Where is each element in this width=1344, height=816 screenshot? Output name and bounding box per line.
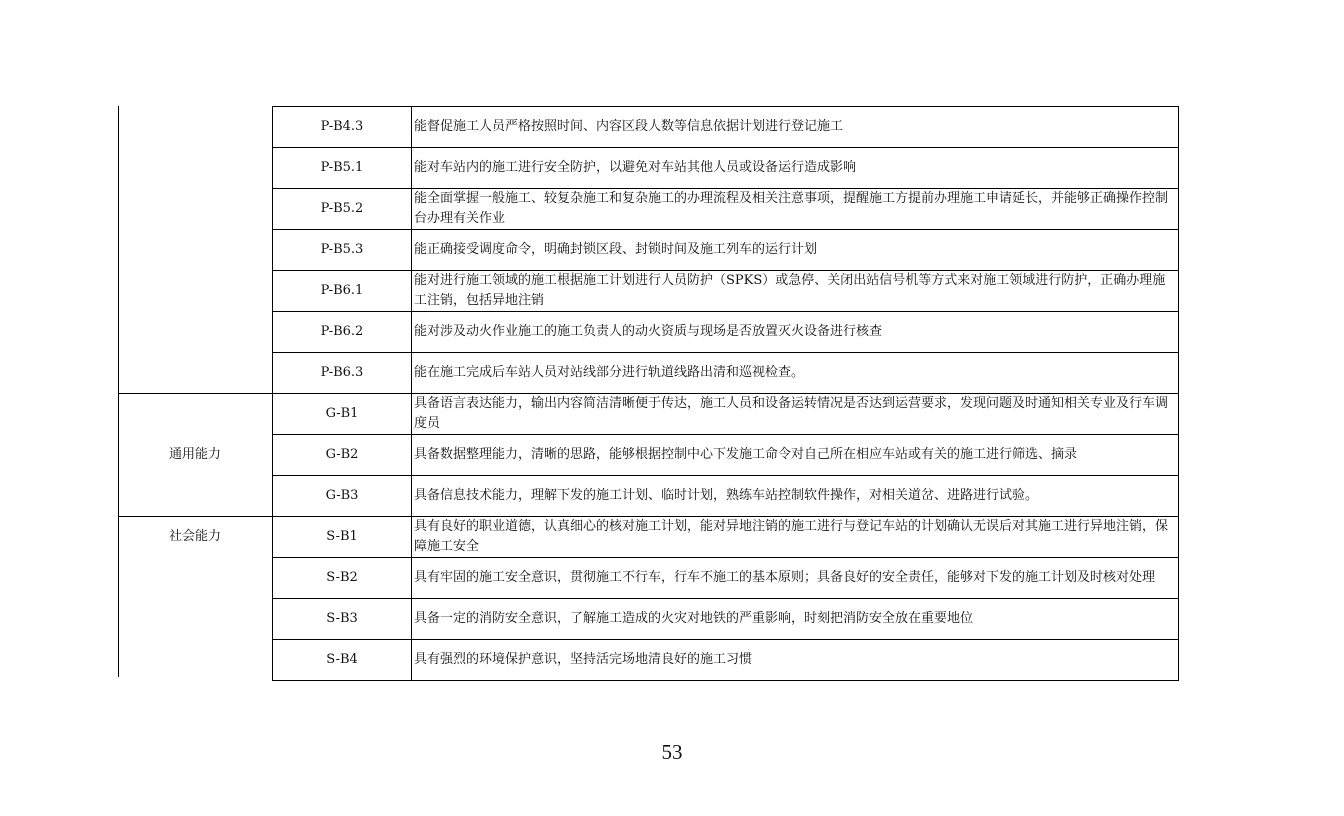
ability-table: [118, 106, 1179, 681]
code-cell: P-B5.1: [273, 148, 412, 189]
code-cell: S-B4: [273, 640, 412, 681]
table-row: [118, 394, 1179, 435]
description-cell: 能正确接受调度命令，明确封锁区段、封锁时间及施工列车的运行计划: [412, 230, 1179, 271]
description-cell: 能对进行施工领域的施工根据施工计划进行人员防护（SPKS）或急停、关闭出站信号机等方式来对施工领域进行防护，正确办理施工注销，包括异地注销: [412, 271, 1179, 312]
code-cell: P-B5.2: [273, 189, 412, 230]
description-cell: 具备一定的消防安全意识，了解施工造成的火灾对地铁的严重影响，时刻把消防安全放在重要地位: [412, 599, 1179, 640]
code-cell: P-B4.3: [273, 107, 412, 148]
page-number: 53: [661, 740, 683, 764]
description-cell: 能对涉及动火作业施工的施工负责人的动火资质与现场是否放置灭火设备进行核查: [412, 312, 1179, 353]
description-cell: 能督促施工人员严格按照时间、内容区段人数等信息依据计划进行登记施工: [412, 107, 1179, 148]
table-row: [118, 517, 1179, 558]
table-row: [118, 476, 1179, 517]
code-cell: S-B1: [273, 517, 412, 558]
description-cell: 能全面掌握一般施工、较复杂施工和复杂施工的办理流程及相关注意事项，提醒施工方提前办理施工申请延长，并能够正确操作控制台办理有关作业: [412, 189, 1179, 230]
table-row: [118, 271, 1179, 312]
description-cell: 具备信息技术能力，理解下发的施工计划、临时计划，熟练车站控制软件操作，对相关道岔、进路进行试验。: [412, 476, 1179, 517]
code-cell: P-B5.3: [273, 230, 412, 271]
table-row: [118, 230, 1179, 271]
table-row: [118, 353, 1179, 394]
description-cell: 具有牢固的施工安全意识，贯彻施工不行车，行车不施工的基本原则；具备良好的安全责任，能够对下发的施工计划及时核对处理: [412, 558, 1179, 599]
table-row: [118, 558, 1179, 599]
table-row: [118, 640, 1179, 681]
description-cell: 具有强烈的环境保护意识，坚持活完场地清良好的施工习惯: [412, 640, 1179, 681]
table-row: [118, 107, 1179, 148]
code-cell: G-B2: [273, 435, 412, 476]
code-cell: S-B2: [273, 558, 412, 599]
description-cell: 具备语言表达能力，输出内容简洁清晰便于传达，施工人员和设备运转情况是否达到运营要求，发现问题及时通知相关专业及行车调度员: [412, 394, 1179, 435]
code-cell: G-B1: [273, 394, 412, 435]
code-cell: P-B6.2: [273, 312, 412, 353]
description-cell: 具有良好的职业道德，认真细心的核对施工计划，能对异地注销的施工进行与登记车站的计划确认无误后对其施工进行异地注销，保障施工安全: [412, 517, 1179, 558]
category-cell: 通用能力: [118, 394, 273, 517]
table-row: [118, 435, 1179, 476]
table-row: [118, 599, 1179, 640]
table-row: [118, 312, 1179, 353]
table-row: [118, 148, 1179, 189]
description-cell: 能对车站内的施工进行安全防护，以避免对车站其他人员或设备运行造成影响: [412, 148, 1179, 189]
category-cell: 社会能力: [118, 517, 273, 681]
code-cell: S-B3: [273, 599, 412, 640]
table-row: [118, 189, 1179, 230]
description-cell: 能在施工完成后车站人员对站线部分进行轨道线路出清和巡视检查。: [412, 353, 1179, 394]
code-cell: G-B3: [273, 476, 412, 517]
category-cell: [118, 107, 273, 394]
description-cell: 具备数据整理能力，清晰的思路，能够根据控制中心下发施工命令对自己所在相应车站或有关的施工进行筛选、摘录: [412, 435, 1179, 476]
code-cell: P-B6.3: [273, 353, 412, 394]
code-cell: P-B6.1: [273, 271, 412, 312]
